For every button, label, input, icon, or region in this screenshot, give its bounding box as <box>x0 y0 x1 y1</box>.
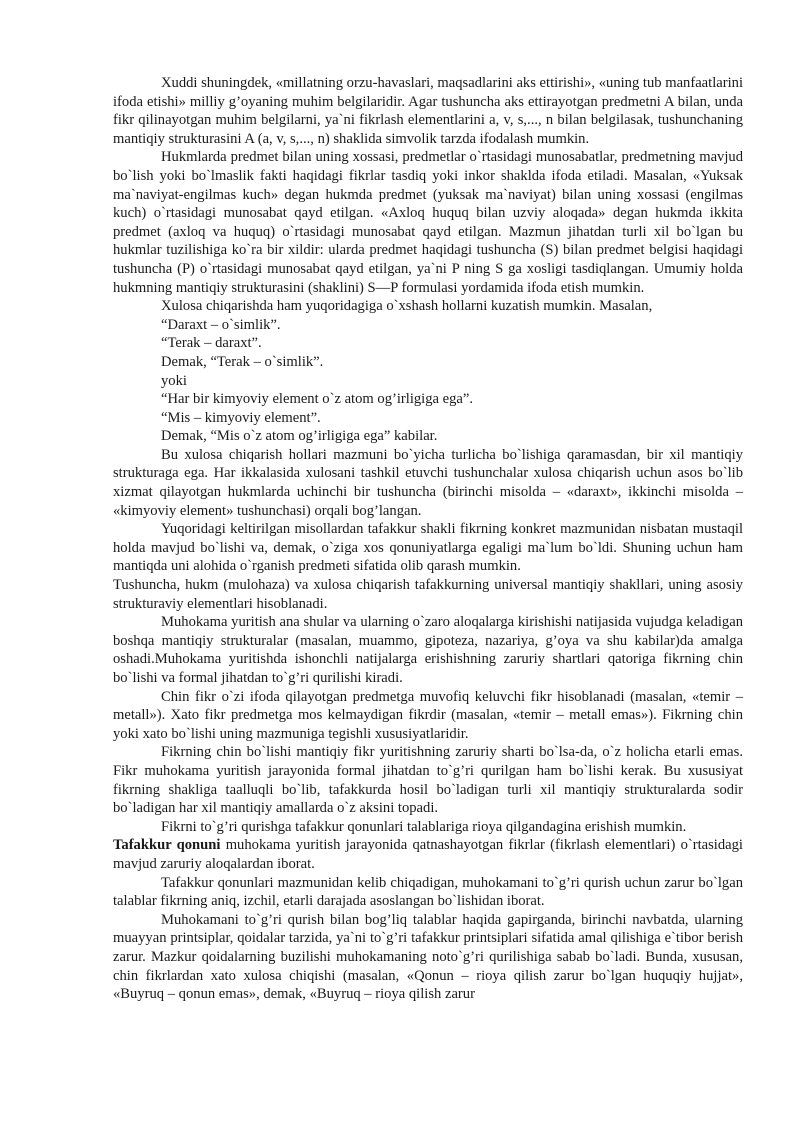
paragraph-10: Fikrni to`g’ri qurishga tafakkur qonunlari talablariga rioya qilgandagina erishish mumkin. <box>161 818 687 835</box>
paragraph-9: Fikrning chin bo`lishi mantiqiy fikr yuritishning zaruriy sharti bo`lsa-da, o`z holicha etarli emas. Fikr muhokama yuritish jarayonida formal jihatdan to`g’ri qurilgan ham bo`lishi kerak. Bu xususiyat fikrning shakliga taalluqli bo`lib, tafakkurda hosil bo`ladigan turli xil mantiqiy strukturalarda sodir bo`ladigan har xil mantiqiy amallarda o`z aksini topadi. <box>113 744 743 817</box>
paragraph-6: Tushuncha, hukm (mulohaza) va xulosa chiqarish tafakkurning universal mantiqiy shakllari, uning asosiy strukturaviy elementlari hisoblanadi. <box>113 577 743 612</box>
example-line-4: yoki <box>161 372 187 389</box>
document-page <box>113 74 743 1004</box>
paragraph-2: Hukmlarda predmet bilan uning xossasi, predmetlar o`rtasidagi munosabatlar, predmetning mavjud bo`lish yoki bo`lmaslik fakti haqidagi fikrlar tasdiq yoki inkor shaklda ifoda etiladi. Masalan, «Yuksak ma`naviyat-engilmas kuch» degan hukmda predmet (yuksak ma`naviyat) bilan uning xossasi (engilmas kuch) o`rtasidagi munosabat qayd etilgan. «Axloq huquq bilan uzviy aloqada» degan hukmda ikkita predmet (axloq va huquq) o`rtasidagi munosabat qayd etilgan. Mazmun jihatdan turli xil bo`lgan bu hukmlar tuzilishiga ko`ra bir xildir: ularda predmet haqidagi tushuncha (S) bilan predmet belgisi haqidagi tushuncha (P) o`rtasidagi munosabat qayd etilgan, ya`ni P ning S ga xosligi tasdiqlangan. Umumiy holda hukmning mantiqiy strukturasini (shaklini) S—P formulasi yordamida ifoda etish mumkin. <box>113 149 743 296</box>
example-line-7: Demak, “Mis o`z atom og’irligiga ega” kabilar. <box>161 428 438 445</box>
example-line-2: “Terak – daraxt”. <box>161 335 262 352</box>
paragraph-13: Muhokamani to`g’ri qurish bilan bog’liq talablar haqida gapirganda, birinchi navbatda, ularning muayyan printsiplar, qoidalar tarzida, ya`ni to`g’ri tafakkur printsiplari sifatida amal qilishiga e`tibor berish zarur. Mazkur qoidalarning buzilishi muhokamaning noto`g’ri qurilishiga sabab bo`ladi. Bunda, xususan, chin fikrlardan xato xulosa chiqishi (masalan, «Qonun – rioya qilish zarur bo`lgan huquqiy hujjat», «Buyruq – qonun emas», demak, «Buyruq – rioya qilish zarur <box>113 911 743 1003</box>
example-line-3: Demak, “Terak – o`simlik”. <box>161 353 324 370</box>
paragraph-12: Tafakkur qonunlari mazmunidan kelib chiqadigan, muhokamani to`g’ri qurish uchun zarur bo`lgan talablar fikrning aniq, izchil, etarli darajada asoslangan bo`lishidan iborat. <box>113 874 743 910</box>
paragraph-1: Xuddi shuningdek, «millatning orzu-havaslari, maqsadlarini aks ettirishi», «uning tub manfaatlarini ifoda etishi» milliy g’oyaning muhim belgilaridir. Agar tushuncha aks ettirayotgan predmetni A bilan, unda fikr qilinayotgan muhim belgilarni, ya`ni fikrlash elementlarini a, v, s,..., n bilan belgilasak, tushunchaning mantiqiy strukturasini A (a, v, s,..., n) shaklida simvolik tarzda ifodalash mumkin. <box>113 75 744 147</box>
paragraph-11-text: muhokama yuritish jarayonida qatnashayotgan fikrlar (fikrlash elementlari) o`rtasidagi mavjud zaruriy aloqalardan iborat. <box>113 837 743 872</box>
paragraph-3: Xulosa chiqarishda ham yuqoridagiga o`xshash hollarni kuzatish mumkin. Masalan, <box>161 298 653 315</box>
example-line-6: “Mis – kimyoviy element”. <box>161 409 321 426</box>
example-line-5: “Har bir kimyoviy element o`z atom og’irligiga ega”. <box>161 391 474 408</box>
paragraph-7: Muhokama yuritish ana shular va ularning o`zaro aloqalarga kirishishi natijasida vujudga keladigan boshqa mantiqiy strukturalar (masalan, muammo, gipoteza, nazariya, g’oya va shu kabilar)da amalga oshadi.Muhokama yuritishda ishonchli natijalarga erishishning zaruriy shartlari qatoriga fikrning chin bo`lishi va formal jihatdan to`g’ri qurilishi kiradi. <box>113 614 743 686</box>
example-line-1: “Daraxt – o`simlik”. <box>161 316 281 333</box>
paragraph-11 <box>113 836 743 873</box>
paragraph-5: Yuqoridagi keltirilgan misollardan tafakkur shakli fikrning konkret mazmunidan nisbatan mustaqil holda mavjud bo`lishi va, demak, o`ziga xos qonuniyatlarga egaligi ma`lum bo`ldi. Shuning uchun ham mantiqda uni alohida o`rganish predmeti sifatida olib qarash mumkin. <box>113 521 743 575</box>
bold-term: Tafakkur qonuni <box>113 837 221 854</box>
paragraph-8: Chin fikr o`zi ifoda qilayotgan predmetga muvofiq keluvchi fikr hisoblanadi (masalan, «temir – metall»). Xato fikr predmetga mos kelmaydigan fikrdir (masalan, «temir – metall emas»). Fikrning chin yoki xato bo`lishi uning mazmuniga tegishli xususiyatlaridir. <box>113 688 743 742</box>
paragraph-4: Bu xulosa chiqarish hollari mazmuni bo`yicha turlicha bo`lishiga qaramasdan, bir xil mantiqiy strukturaga ega. Har ikkalasida xulosani tashkil etuvchi tushunchalar xulosa chiqarish uchun asos bo`lib xizmat qilayotgan hukmlarda uchinchi bir tushuncha (birinchi misolda – «daraxt», ikkinchi misolda – «kimyoviy element» tushunchasi) orqali bog’langan. <box>113 446 743 519</box>
